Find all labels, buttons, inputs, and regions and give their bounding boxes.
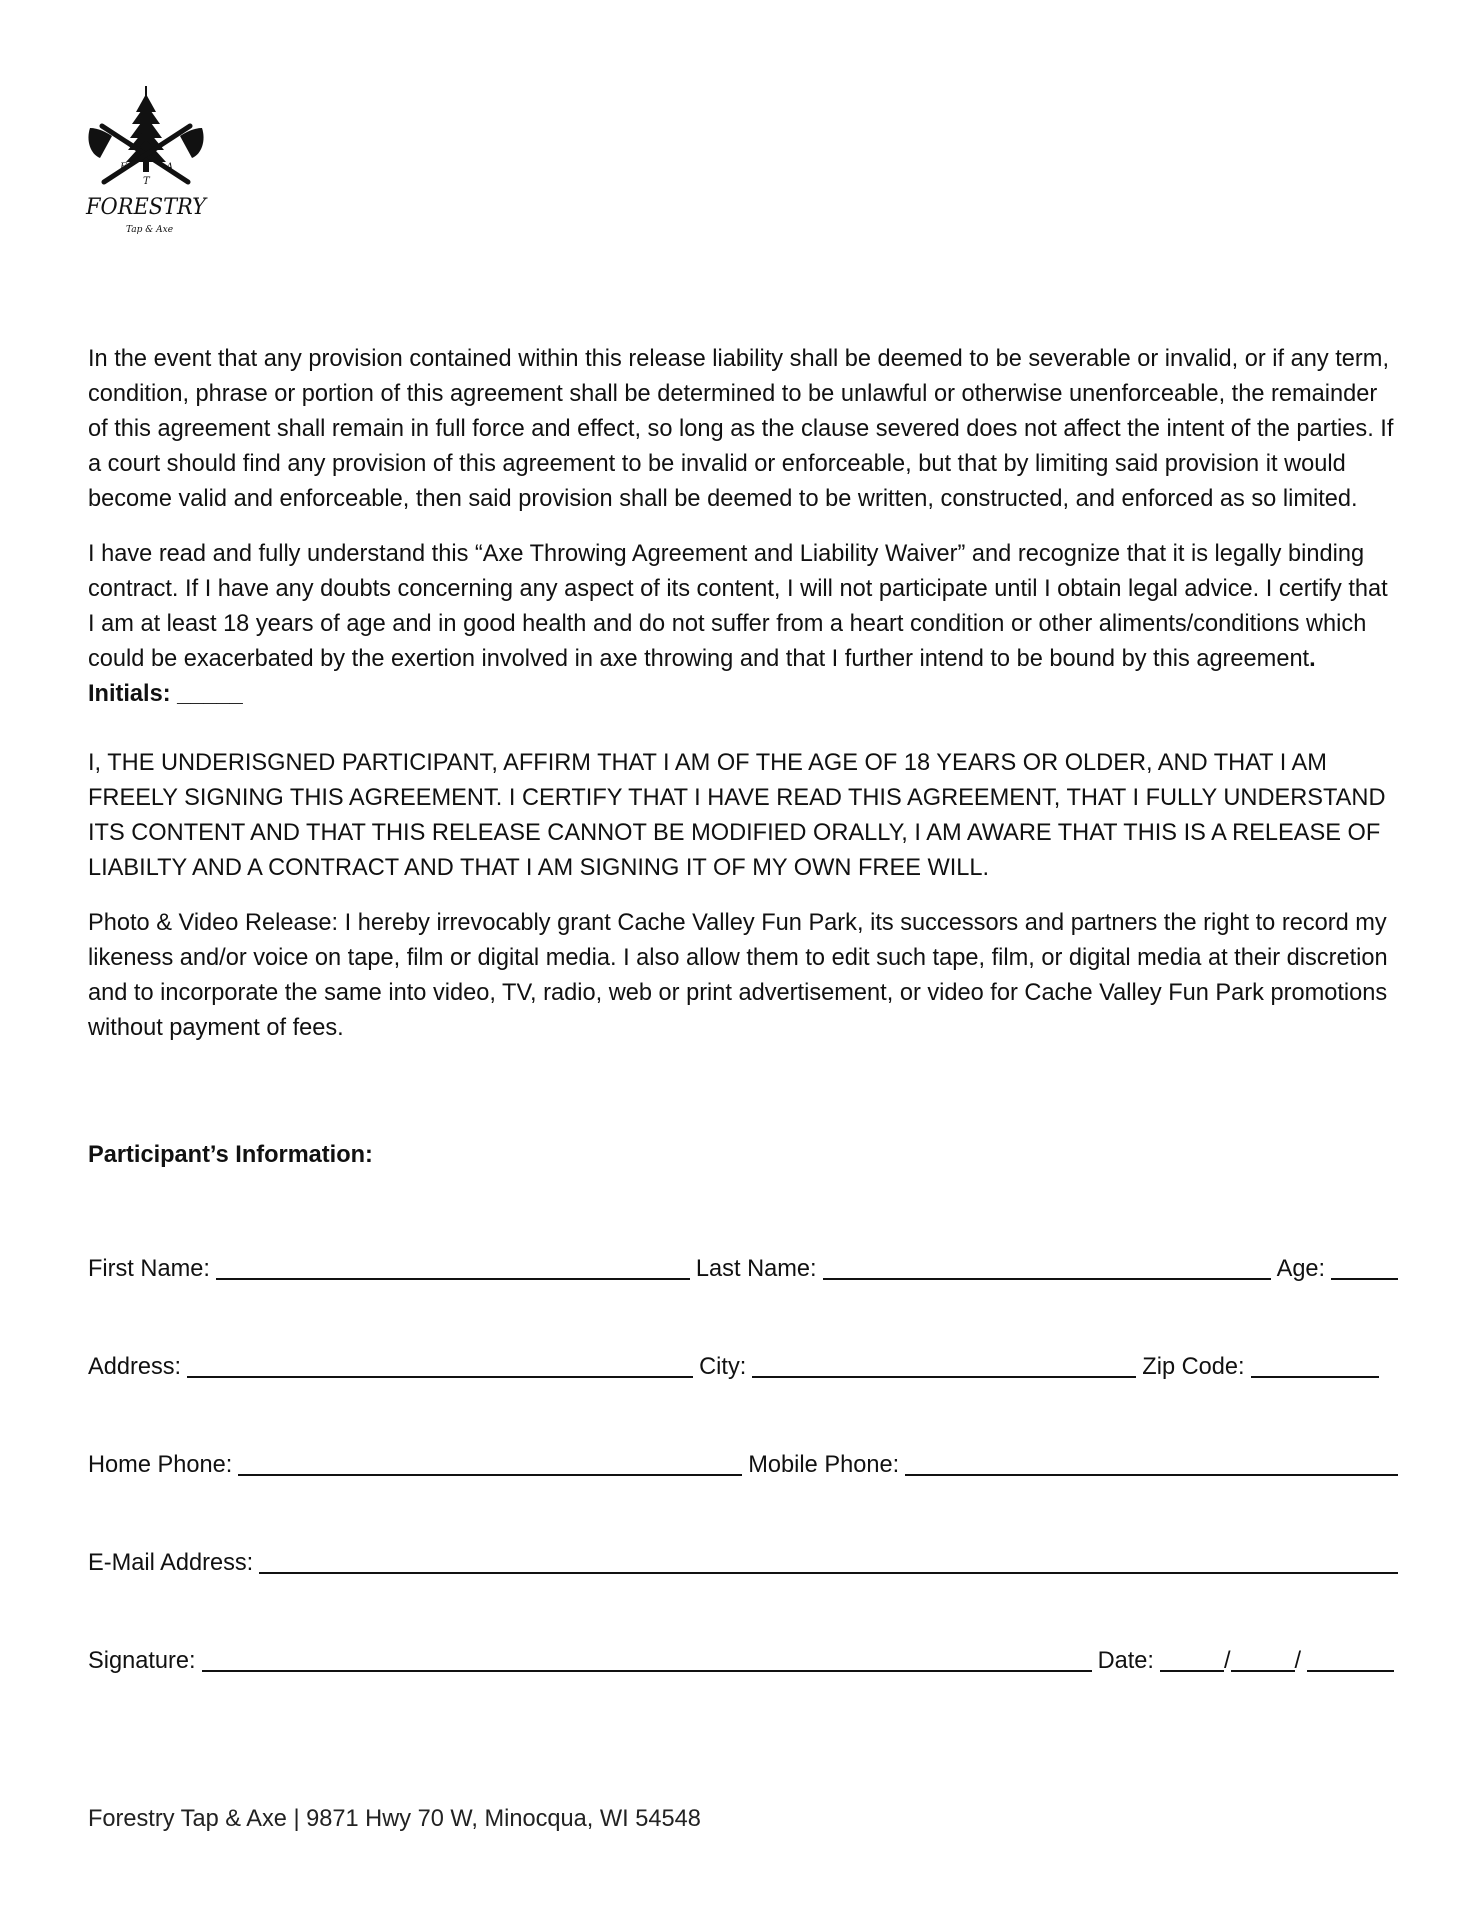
signature-row [88, 1640, 1398, 1676]
logo-brand-sub: Tap & Axe [126, 225, 174, 235]
mobile-phone-label: Mobile Phone: [748, 1452, 900, 1478]
date-day-field[interactable] [1231, 1644, 1295, 1672]
waiver-body [88, 342, 1398, 1066]
logo-brand-name: FORESTRY [85, 195, 209, 220]
date-separator-1: / [1223, 1648, 1231, 1674]
affirmation-paragraph: I, THE UNDERISGNED PARTICIPANT, AFFIRM THAT I AM OF THE AGE OF 18 YEARS OR OLDER, AND THAT I AM FREELY SIGNING THIS AGREEMENT. I CERTIFY THAT I HAVE READ THIS AGREEMENT, THAT I FULLY UNDERSTAND ITS CONTENT AND THAT THIS RELEASE CANNOT BE MODIFIED ORALLY, I AM AWARE THAT THIS IS A RELEASE OF LIABILTY AND A CONTRACT AND THAT I AM SIGNING IT OF MY OWN FREE WILL. [88, 750, 1386, 881]
signature-label: Signature: [88, 1648, 196, 1674]
logo-letter-a: A [166, 162, 174, 173]
date-year-field[interactable] [1307, 1644, 1394, 1672]
city-field[interactable] [752, 1350, 1136, 1378]
zip-code-label: Zip Code: [1142, 1354, 1245, 1380]
participant-info-title: Participant’s Information: [88, 1142, 373, 1168]
acknowledgement-paragraph [88, 537, 1398, 712]
logo-letter-t: T [143, 176, 150, 187]
phone-row [88, 1444, 1398, 1480]
home-phone-field[interactable] [238, 1448, 742, 1476]
photo-release-paragraph: Photo & Video Release: I hereby irrevocably grant Cache Valley Fun Park, its successors and partners the right to record my likeness and/or voice on tape, film or digital media. I also allow them to edit such tape, film, or digital media at their discretion and to incorporate the same into video, TV, radio, web or print advertisement, or video for Cache Valley Fun Park promotions without payment of fees. [88, 910, 1388, 1041]
pine-tree-icon [126, 86, 166, 172]
brand-logo [84, 84, 209, 244]
zip-code-field[interactable] [1251, 1350, 1379, 1378]
acknowledgement-text: I have read and fully understand this “Axe Throwing Agreement and Liability Waiver” and recognize that it is legally binding contract. If I have any doubts concerning any aspect of its content, I will not participate until I obtain legal advice. I certify that I am at least 18 years of age and in good health and do not suffer from a heart condition or other aliments/conditions which could be exacerbated by the exertion involved in axe throwing and that I further intend to be bound by this agreement [88, 541, 1388, 672]
last-name-label: Last Name: [695, 1256, 817, 1282]
first-name-field[interactable] [216, 1252, 690, 1280]
home-phone-label: Home Phone: [88, 1452, 233, 1478]
last-name-field[interactable] [823, 1252, 1271, 1280]
city-label: City: [699, 1354, 747, 1380]
date-label: Date: [1097, 1648, 1154, 1674]
email-label: E-Mail Address: [88, 1550, 254, 1576]
crossed-axes-tree-logo-icon [84, 84, 209, 244]
signature-field[interactable] [202, 1644, 1092, 1672]
logo-letter-f: F [120, 162, 127, 173]
date-separator-2: / [1294, 1648, 1302, 1674]
address-field[interactable] [187, 1350, 693, 1378]
age-label: Age: [1276, 1256, 1326, 1282]
name-row [88, 1248, 1398, 1284]
date-month-field[interactable] [1160, 1644, 1224, 1672]
email-field[interactable] [259, 1546, 1398, 1574]
first-name-label: First Name: [88, 1256, 210, 1282]
email-row [88, 1542, 1398, 1578]
mobile-phone-field[interactable] [905, 1448, 1398, 1476]
footer-address: Forestry Tap & Axe | 9871 Hwy 70 W, Minocqua, WI 54548 [88, 1806, 701, 1832]
age-field[interactable] [1331, 1252, 1398, 1280]
address-label: Address: [88, 1354, 182, 1380]
address-row [88, 1346, 1398, 1382]
severability-paragraph: In the event that any provision contained within this release liability shall be deemed to be severable or invalid, or if any term, condition, phrase or portion of this agreement shall be determined to be unlawful or otherwise unenforceable, the remainder of this agreement shall remain in full force and effect, so long as the clause severed does not affect the intent of the parties. If a court should find any provision of this agreement to be invalid or enforceable, but that by limiting said provision it would become valid and enforceable, then said provision shall be deemed to be written, constructed, and enforced as so limited. [88, 346, 1394, 512]
initials-label: . Initials: _____ [88, 646, 1316, 707]
